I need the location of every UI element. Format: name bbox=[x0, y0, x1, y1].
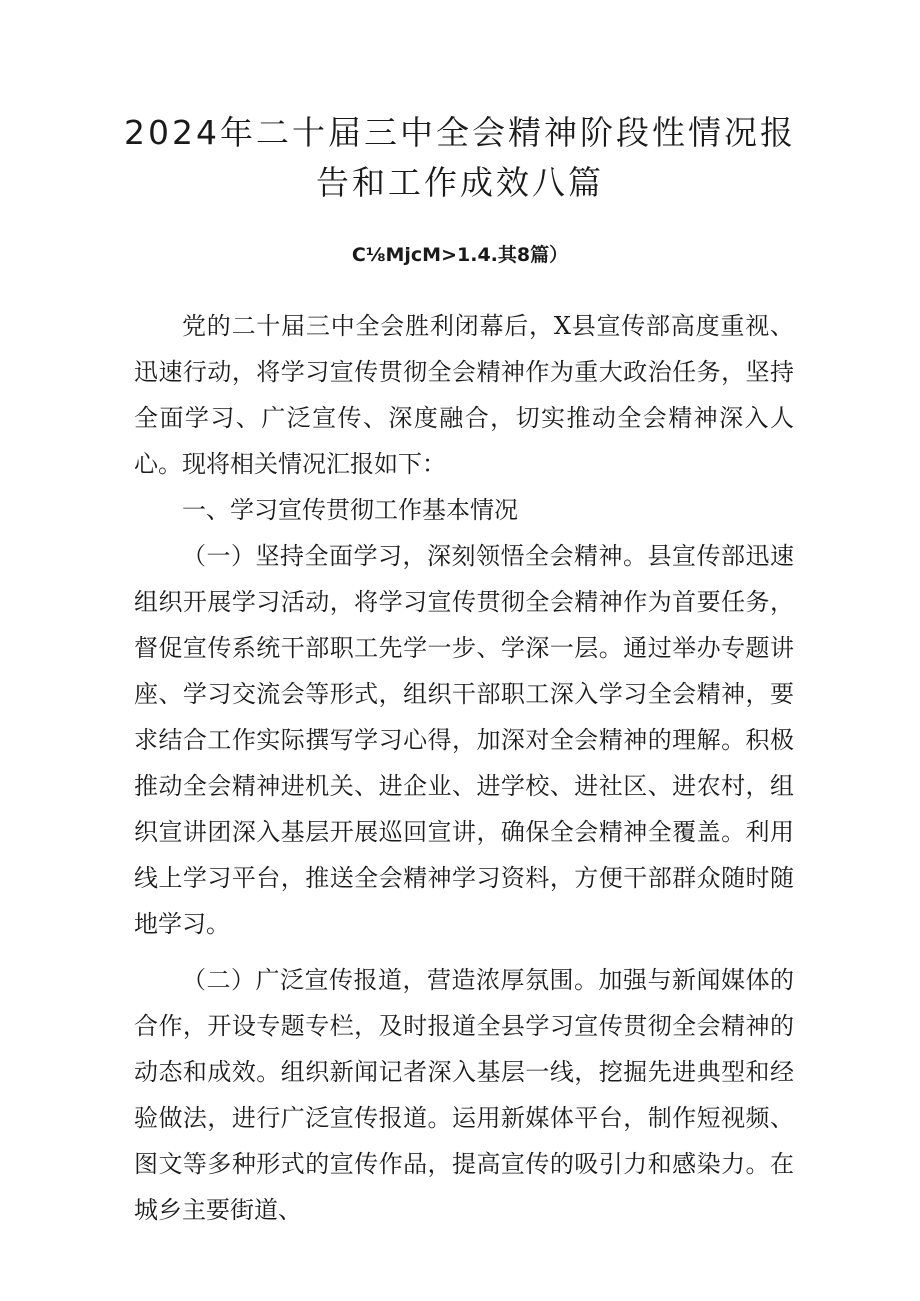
intro-paragraph: 党的二十届三中全会胜利闭幕后，X县宣传部高度重视、迅速行动，将学习宣传贯彻全会精神作为重大政治任务，坚持全面学习、广泛宣传、深度融合，切实推动全会精神深入人心。现将相关情况汇报如下： bbox=[134, 312, 794, 478]
document-title: 2024年二十届三中全会精神阶段性情况报告和工作成效八篇 bbox=[124, 113, 796, 202]
body-paragraph: （一）坚持全面学习，深刻领悟全会精神。县宣传部迅速组织开展学习活动，将学习宣传贯彻全会精神作为首要任务，督促宣传系统干部职工先学一步、学深一层。通过举办专题讲座、学习交流会等形式，组织干部职工深入学习全会精神，要求结合工作实际撰写学习心得，加深对全会精神的理解。积极推动全会精神进机关、进企业、进学校、进社区、进农村，组织宣讲团深入基层开展巡回宣讲，确保全会精神全覆盖。利用线上学习平台，推送全会精神学习资料，方便干部群众随时随地学习。 bbox=[134, 542, 794, 938]
section-heading: 一、学习宣传贯彻工作基本情况 bbox=[182, 496, 518, 524]
document-body bbox=[134, 303, 794, 1233]
document-subtitle: C⅛MjcM>1.4.其8篇） bbox=[351, 244, 569, 266]
body-paragraph: （二）广泛宣传报道，营造浓厚氛围。加强与新闻媒体的合作，开设专题专栏，及时报道全县学习宣传贯彻全会精神的动态和成效。组织新闻记者深入基层一线，挖掘先进典型和经验做法，进行广泛宣传报道。运用新媒体平台，制作短视频、图文等多种形式的宣传作品，提高宣传的吸引力和感染力。在城乡主要街道、 bbox=[134, 966, 794, 1224]
